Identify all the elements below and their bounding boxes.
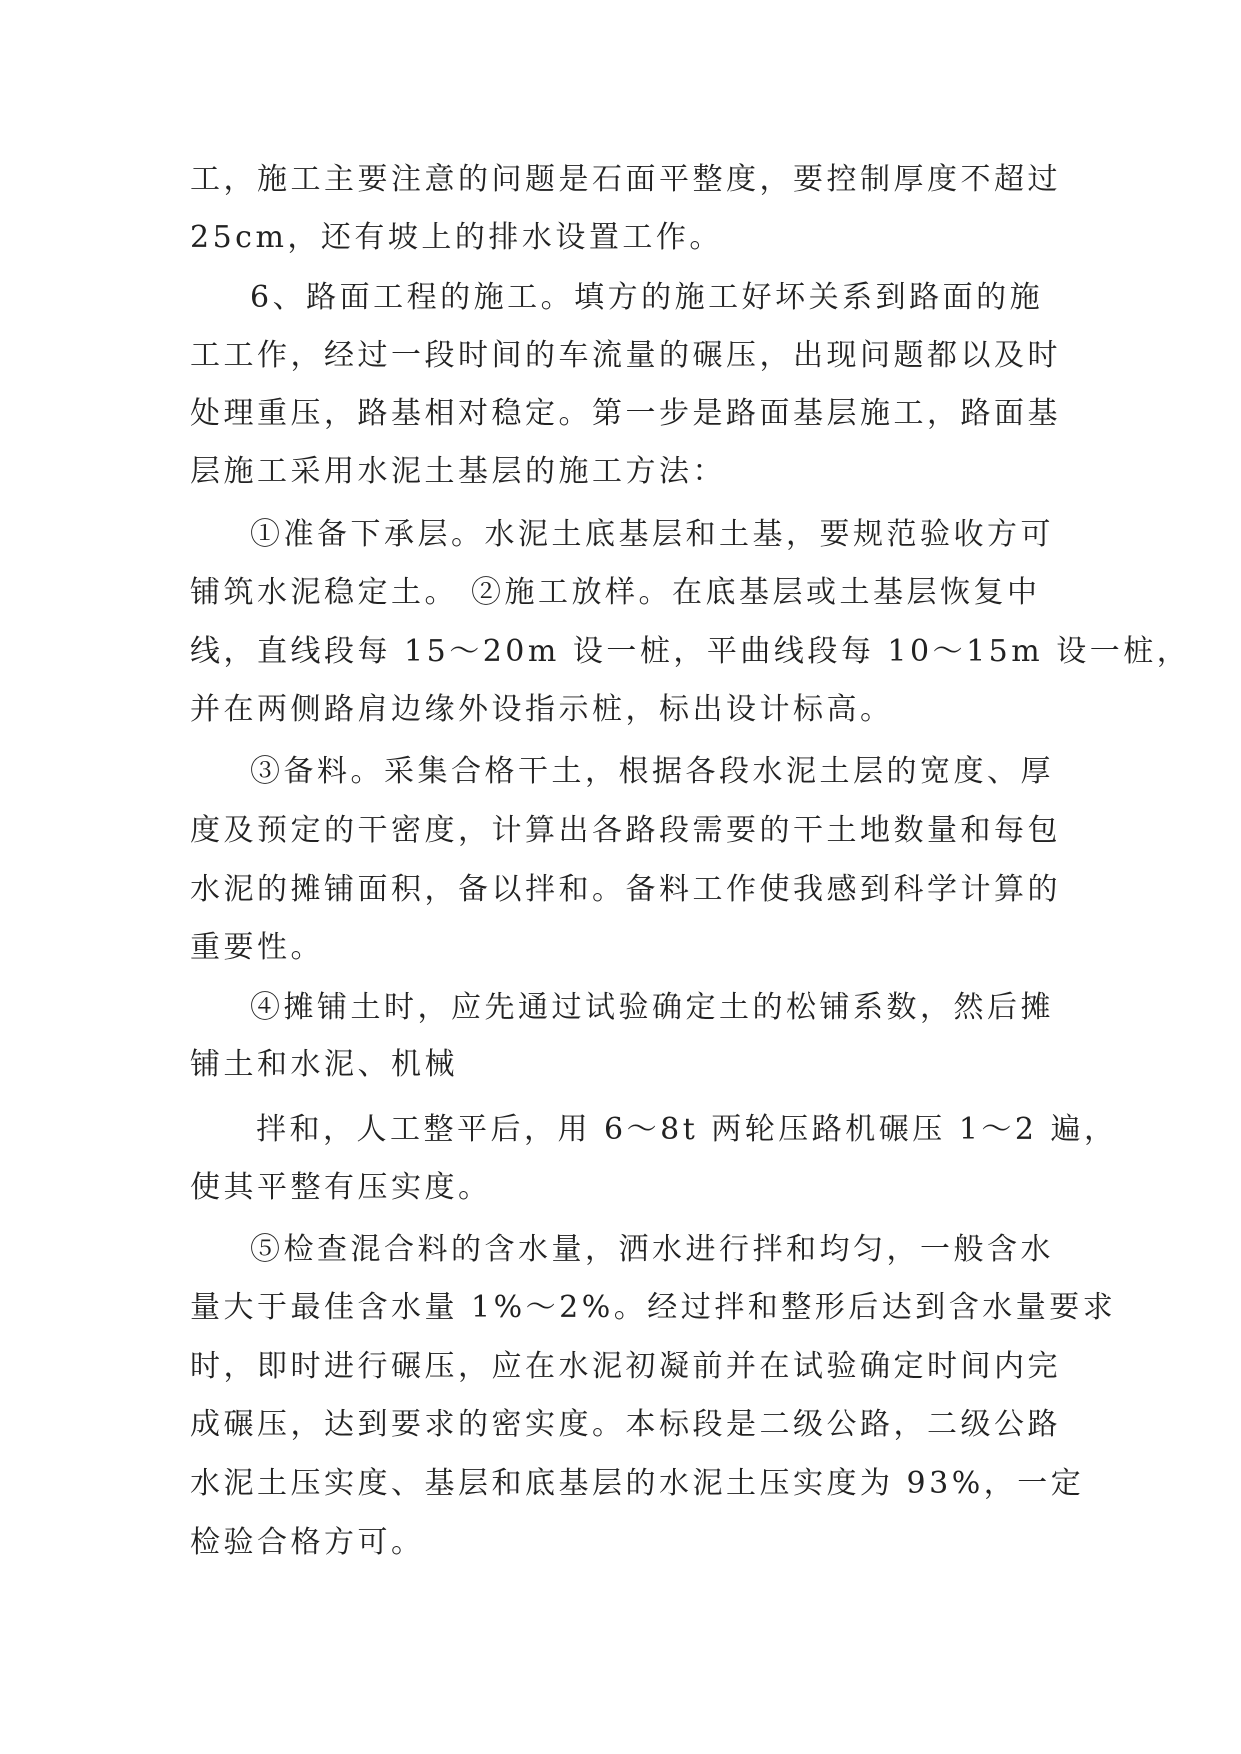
text-line: 成碾压，达到要求的密实度。本标段是二级公路，二级公路 [190, 1407, 1061, 1442]
text-line: 并在两侧路肩边缘外设指示桩，标出设计标高。 [190, 692, 894, 727]
text-line: 铺土和水泥、机械 [190, 1047, 458, 1082]
text-line: 重要性。 [190, 930, 324, 965]
text-line: ④摊铺土时，应先通过试验确定土的松铺系数，然后摊 [250, 990, 1054, 1025]
text-line: 检验合格方可。 [190, 1525, 425, 1560]
text-line: 拌和，人工整平后，用 6～8t 两轮压路机碾压 1～2 遍， [256, 1112, 1118, 1147]
text-line: 水泥的摊铺面积，备以拌和。备料工作使我感到科学计算的 [190, 872, 1061, 907]
text-line: 工，施工主要注意的问题是石面平整度，要控制厚度不超过 [190, 162, 1061, 197]
text-line: 度及预定的干密度，计算出各路段需要的干土地数量和每包 [190, 813, 1061, 848]
text-line: 层施工采用水泥土基层的施工方法： [190, 454, 726, 489]
text-line: ③备料。采集合格干土，根据各段水泥土层的宽度、厚 [250, 754, 1054, 789]
text-line: ⑤检查混合料的含水量，洒水进行拌和均匀，一般含水 [250, 1232, 1054, 1267]
text-line: 铺筑水泥稳定土。 ②施工放样。在底基层或土基层恢复中 [190, 575, 1041, 610]
text-line: 25cm，还有坡上的排水设置工作。 [190, 220, 723, 255]
text-line: 使其平整有压实度。 [190, 1170, 492, 1205]
text-line: ①准备下承层。水泥土底基层和土基，要规范验收方可 [250, 517, 1054, 552]
text-line: 处理重压，路基相对稳定。第一步是路面基层施工，路面基 [190, 396, 1061, 431]
text-line: 线，直线段每 15～20m 设一桩，平曲线段每 10～15m 设一桩， [190, 634, 1191, 669]
text-line: 量大于最佳含水量 1%～2%。经过拌和整形后达到含水量要求 [190, 1290, 1117, 1325]
text-line: 6、路面工程的施工。填方的施工好坏关系到路面的施 [250, 280, 1044, 315]
text-line: 水泥土压实度、基层和底基层的水泥土压实度为 93%，一定 [190, 1466, 1085, 1501]
text-line: 工工作，经过一段时间的车流量的碾压，出现问题都以及时 [190, 338, 1061, 373]
text-line: 时，即时进行碾压，应在水泥初凝前并在试验确定时间内完 [190, 1349, 1061, 1384]
